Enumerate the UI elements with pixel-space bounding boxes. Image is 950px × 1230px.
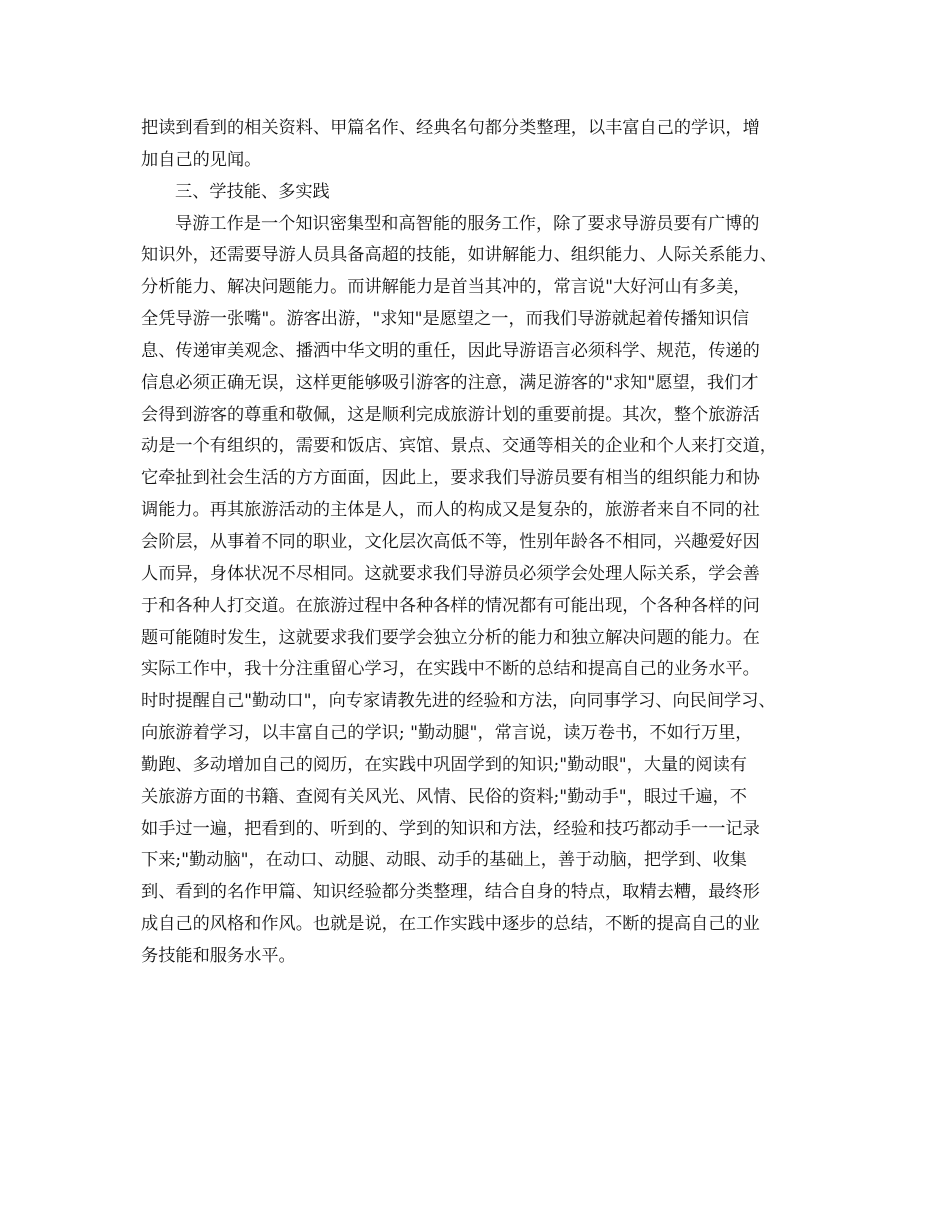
text-line: 时时提醒自己"勤动口"，向专家请教先进的经验和方法，向同事学习、向民间学习、 <box>141 691 776 712</box>
text-line: 题可能随时发生，这就要求我们要学会独立分析的能力和独立解决问题的能力。在 <box>141 627 760 648</box>
text-line: 调能力。再其旅游活动的主体是人，而人的构成又是复杂的，旅游者来自不同的社 <box>141 500 760 521</box>
text-line: 勤跑、多动增加自己的阅历，在实践中巩固学到的知识;"勤动眼"，大量的阅读有 <box>141 754 747 775</box>
text-line: 于和各种人打交道。在旅游过程中各种各样的情况都有可能出现，个各种各样的问 <box>141 595 760 616</box>
text-line: 务技能和服务水平。 <box>141 945 296 966</box>
text-line: 息、传递审美观念、播洒中华文明的重任，因此导游语言必须科学、规范，传递的 <box>141 340 760 361</box>
text-line: 加自己的见闻。 <box>141 149 262 170</box>
text-line: 会阶层，从事着不同的职业，文化层次高低不等，性别年龄各不相同，兴趣爱好因 <box>141 531 760 552</box>
section-heading: 三、学技能、多实践 <box>175 181 330 202</box>
document-body <box>141 113 821 973</box>
text-line: 会得到游客的尊重和敬佩，这是顺利完成旅游计划的重要前提。其次，整个旅游活 <box>141 404 760 425</box>
text-line: 分析能力、解决问题能力。而讲解能力是首当其冲的，常言说"大好河山有多美， <box>141 277 751 298</box>
text-line: 动是一个有组织的，需要和饭店、宾馆、景点、交通等相关的企业和个人来打交道， <box>141 436 777 457</box>
text-line: 成自己的风格和作风。也就是说，在工作实践中逐步的总结，不断的提高自己的业 <box>141 914 760 935</box>
text-line: 信息必须正确无误，这样更能够吸引游客的注意，满足游客的"求知"愿望，我们才 <box>141 372 759 393</box>
text-line: 把读到看到的相关资料、甲篇名作、经典名句都分类整理，以丰富自己的学识，增 <box>141 118 760 138</box>
text-line: 全凭导游一张嘴"。游客出游，"求知"是愿望之一，而我们导游就起着传播知识信 <box>141 309 750 330</box>
text-line: 人而异，身体状况不尽相同。这就要求我们导游员必须学会处理人际关系，学会善 <box>141 563 760 584</box>
text-line: 向旅游着学习，以丰富自己的学识; "勤动腿"，常言说，读万卷书，不如行万里， <box>141 723 753 744</box>
text-line: 关旅游方面的书籍、查阅有关风光、风情、民俗的资料;"勤动手"，眼过千遍，不 <box>141 786 747 807</box>
text-line: 实际工作中，我十分注重留心学习，在实践中不断的总结和提高自己的业务水平。 <box>141 659 760 680</box>
text-line: 到、看到的名作甲篇、知识经验都分类整理，结合自身的特点，取精去糟，最终形 <box>141 882 760 903</box>
paragraph-first-line: 导游工作是一个知识密集型和高智能的服务工作，除了要求导游员要有广博的 <box>175 213 760 234</box>
text-line: 知识外，还需要导游人员具备高超的技能，如讲解能力、组织能力、人际关系能力、 <box>141 245 777 266</box>
text-line: 下来;"勤动脑"，在动口、动腿、动眼、动手的基础上，善于动脑，把学到、收集 <box>141 850 747 871</box>
text-line: 如手过一遍，把看到的、听到的、学到的知识和方法，经验和技巧都动手一一记录 <box>141 818 760 839</box>
text-line: 它牵扯到社会生活的方方面面，因此上，要求我们导游员要有相当的组织能力和协 <box>141 468 760 489</box>
